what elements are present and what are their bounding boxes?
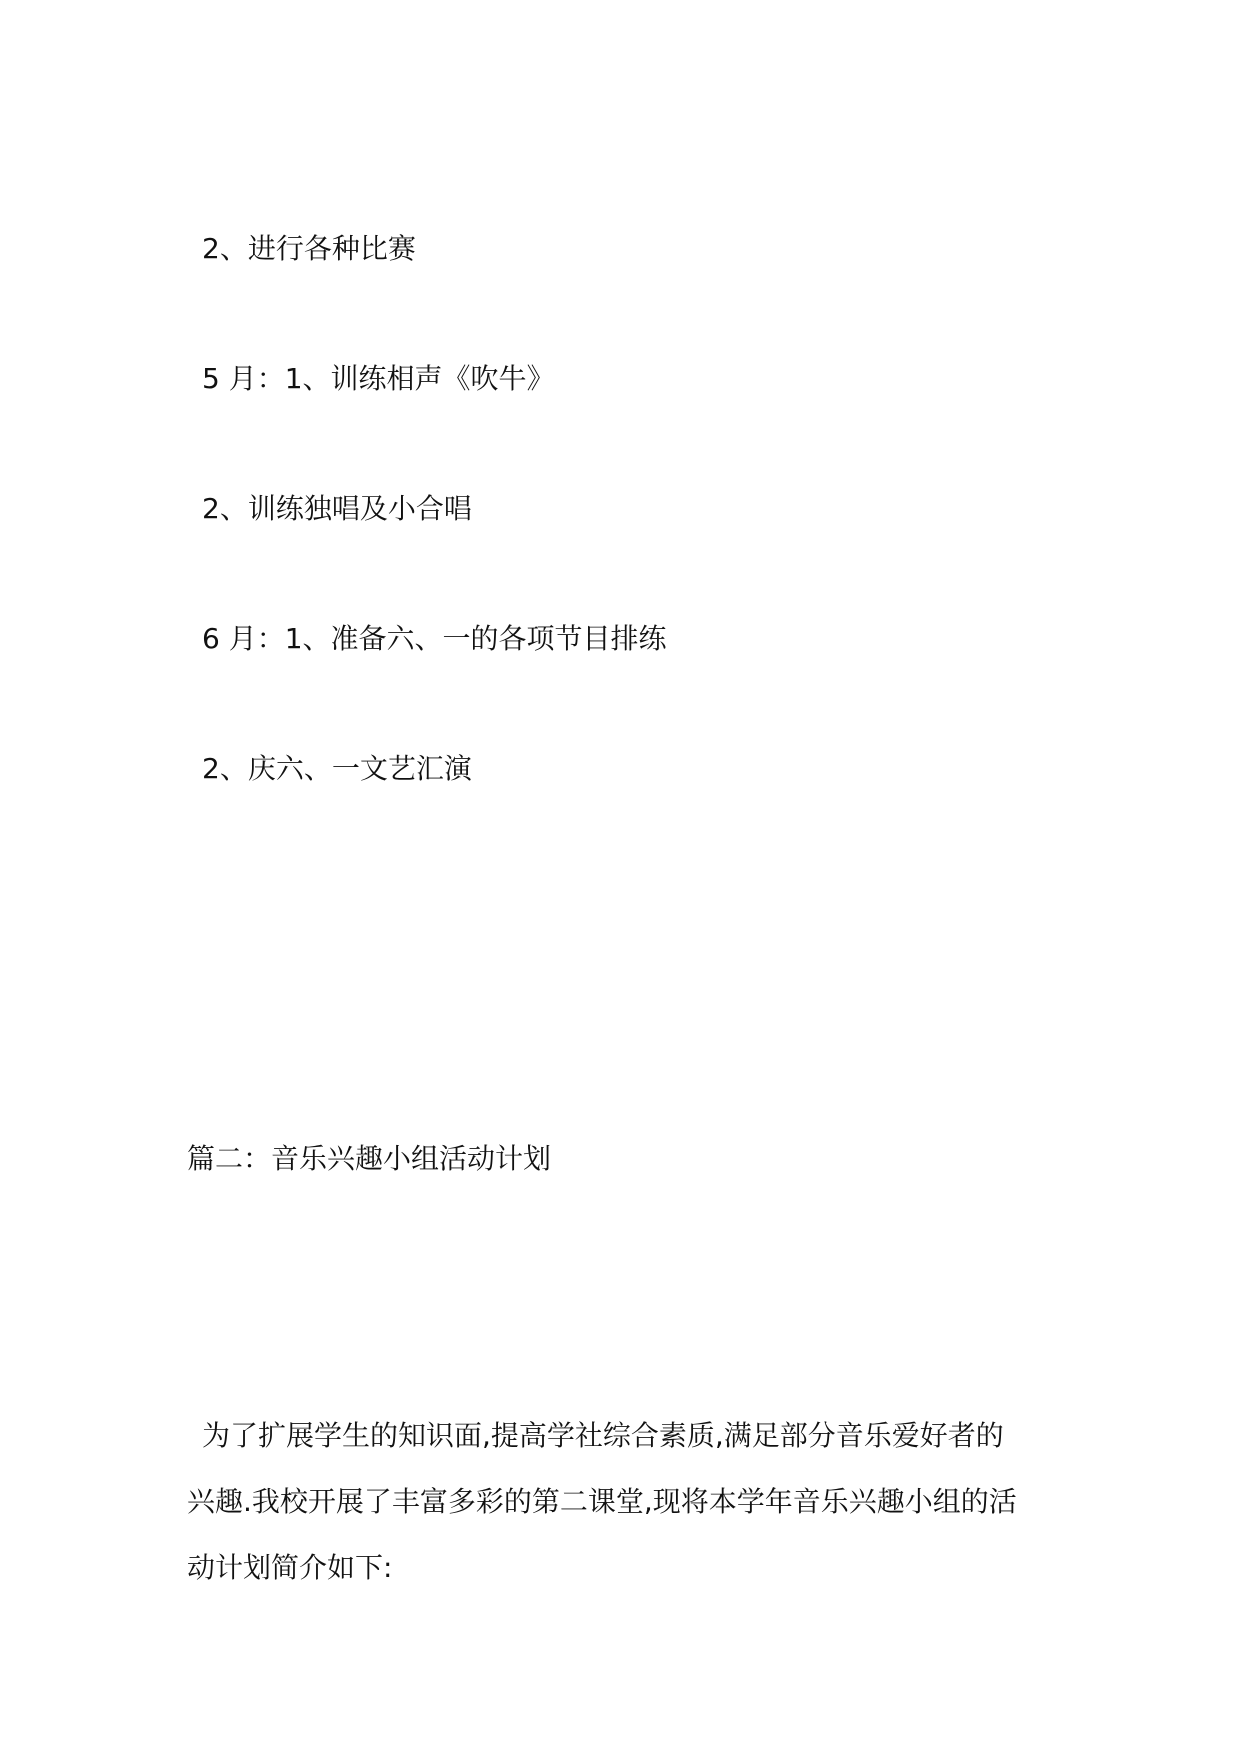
section-title: 篇二：音乐兴趣小组活动计划 [187,1142,552,1175]
schedule-item: 2、训练独唱及小合唱 [202,492,472,525]
intro-line: 兴趣.我校开展了丰富多彩的第二课堂,现将本学年音乐兴趣小组的活 [187,1485,1017,1518]
intro-line: 为了扩展学生的知识面,提高学社综合素质,满足部分音乐爱好者的 [202,1419,1004,1452]
intro-line: 动计划简介如下: [187,1551,393,1584]
schedule-item: 2、进行各种比赛 [202,232,416,265]
schedule-item-june: 6 月：1、准备六、一的各项节目排练 [202,622,667,655]
intro-paragraph [187,1403,1067,1601]
schedule-item: 2、庆六、一文艺汇演 [202,752,472,785]
schedule-item-may: 5 月：1、训练相声《吹牛》 [202,362,555,395]
